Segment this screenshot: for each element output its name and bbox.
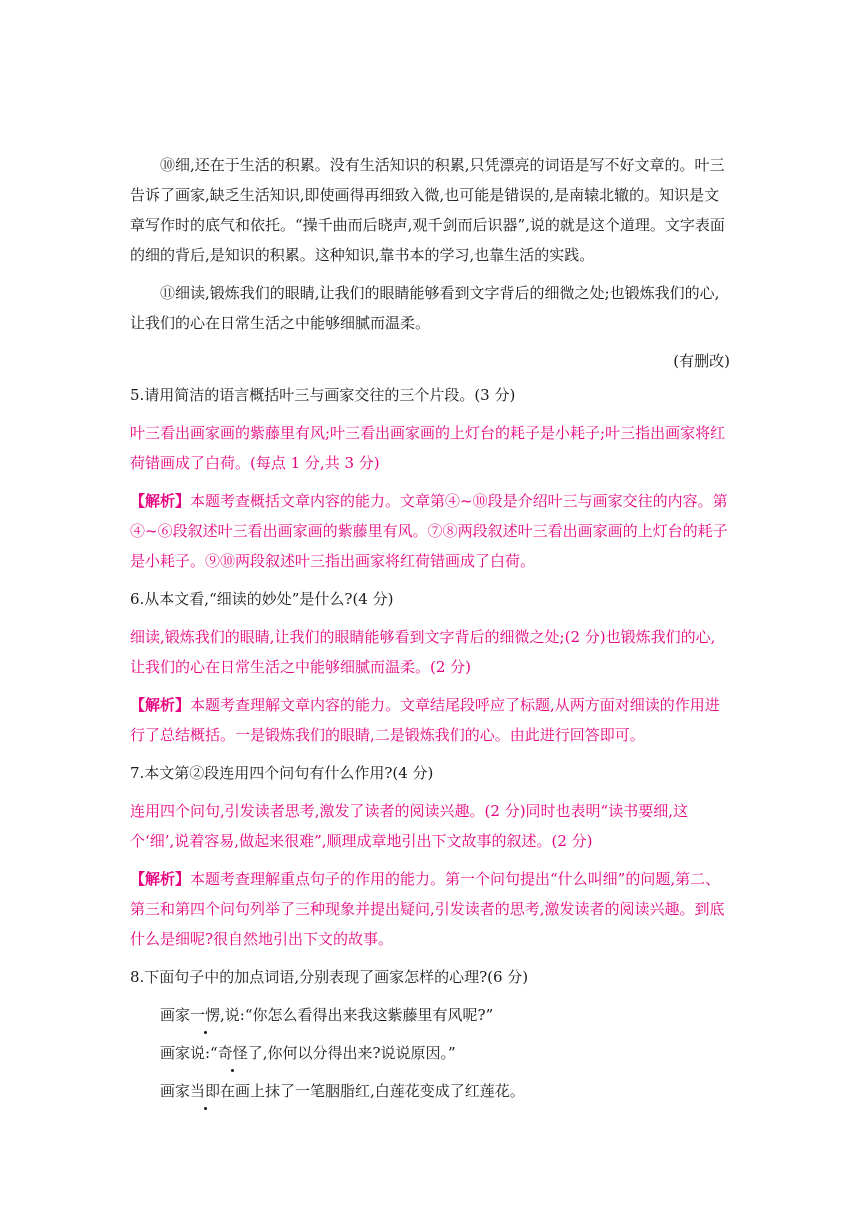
analysis-5	[130, 486, 730, 576]
passage-paragraph-10: ⑩细,还在于生活的积累。没有生活知识的积累,只凭漂亮的词语是写不好文章的。叶三告诉了画家,缺乏生活知识,即使画得再细致入微,也可能是错误的,是南辕北辙的。知识是文章写作时的底气和依托。“操千曲而后晓声,观千剑而后识器”,说的就是这个道理。文字表面的细的背后,是知识的积累。这种知识,靠书本的学习,也靠生活的实践。	[130, 156, 725, 264]
question-5: 5.请用简洁的语言概括叶三与画家交往的三个片段。(3 分)	[130, 386, 516, 404]
analysis-text: 本题考查理解文章内容的能力。文章结尾段呼应了标题,从两方面对细读的作用进行了总结概括。一是锻炼我们的眼睛,二是锻炼我们的心。由此进行回答即可。	[130, 696, 720, 744]
sentence-text: 了,你何以分得出来?说说原因。”	[247, 1044, 456, 1062]
sentence-text: ,说:“你怎么看得出来我这紫藤里有风呢?”	[220, 1006, 494, 1024]
edit-note: (有删改)	[673, 352, 730, 370]
analysis-7	[130, 864, 730, 954]
question-8: 8.下面句子中的加点词语,分别表现了画家怎样的心理?(6 分)	[130, 968, 529, 986]
sentence-text: 画家说:“	[160, 1044, 218, 1062]
analysis-6	[130, 690, 730, 750]
dotted-word: 当即	[190, 1076, 220, 1106]
answer-7: 连用四个问句,引发读者思考,激发了读者的阅读兴趣。(2 分)同时也表明“读书要细,这个‘细’,说着容易,做起来很难”,顺理成章地引出下文故事的叙述。(2 分)	[130, 802, 688, 850]
document-page	[130, 150, 730, 1106]
sentence-text: 画家	[160, 1082, 191, 1100]
analysis-tag: 【解析】	[130, 870, 191, 888]
example-sentence-3	[130, 1076, 730, 1106]
answer-6: 细读,锻炼我们的眼睛,让我们的眼睛能够看到文字背后的细微之处;(2 分)也锻炼我们的心,让我们的心在日常生活之中能够细腻而温柔。(2 分)	[130, 628, 716, 676]
answer-5: 叶三看出画家画的紫藤里有风;叶三看出画家画的上灯台的耗子是小耗子;叶三指出画家将红荷错画成了白荷。(每点 1 分,共 3 分)	[130, 424, 726, 472]
sentence-text: 在画上抹了一笔胭脂红,白莲花变成了红莲花。	[220, 1082, 525, 1100]
dotted-word: 奇怪	[218, 1038, 248, 1068]
analysis-tag: 【解析】	[130, 696, 191, 714]
analysis-text: 本题考查概括文章内容的能力。文章第④~⑩段是介绍叶三与画家交往的内容。第④~⑥段叙述叶三看出画家画的紫藤里有风。⑦⑧两段叙述叶三看出画家画的上灯台的耗子是小耗子。⑨⑩两段叙述叶三指出画家将红荷错画成了白荷。	[130, 492, 728, 570]
passage-paragraph-11: ⑪细读,锻炼我们的眼睛,让我们的眼睛能够看到文字背后的细微之处;也锻炼我们的心,让我们的心在日常生活之中能够细腻而温柔。	[130, 284, 720, 332]
sentence-text: 画家	[160, 1006, 191, 1024]
question-6: 6.从本文看,“细读的妙处”是什么?(4 分)	[130, 590, 394, 608]
example-sentence-1	[130, 1000, 730, 1030]
dotted-word: 一愣	[190, 1000, 220, 1030]
analysis-tag: 【解析】	[130, 492, 191, 510]
analysis-text: 本题考查理解重点句子的作用的能力。第一个问句提出“什么叫细”的问题,第二、第三和第四个问句列举了三种现象并提出疑问,引发读者的思考,激发读者的阅读兴趣。到底什么是细呢?很自然地引出下文的故事。	[130, 870, 725, 948]
example-sentence-2	[130, 1038, 730, 1068]
question-7: 7.本文第②段连用四个问句有什么作用?(4 分)	[130, 764, 434, 782]
